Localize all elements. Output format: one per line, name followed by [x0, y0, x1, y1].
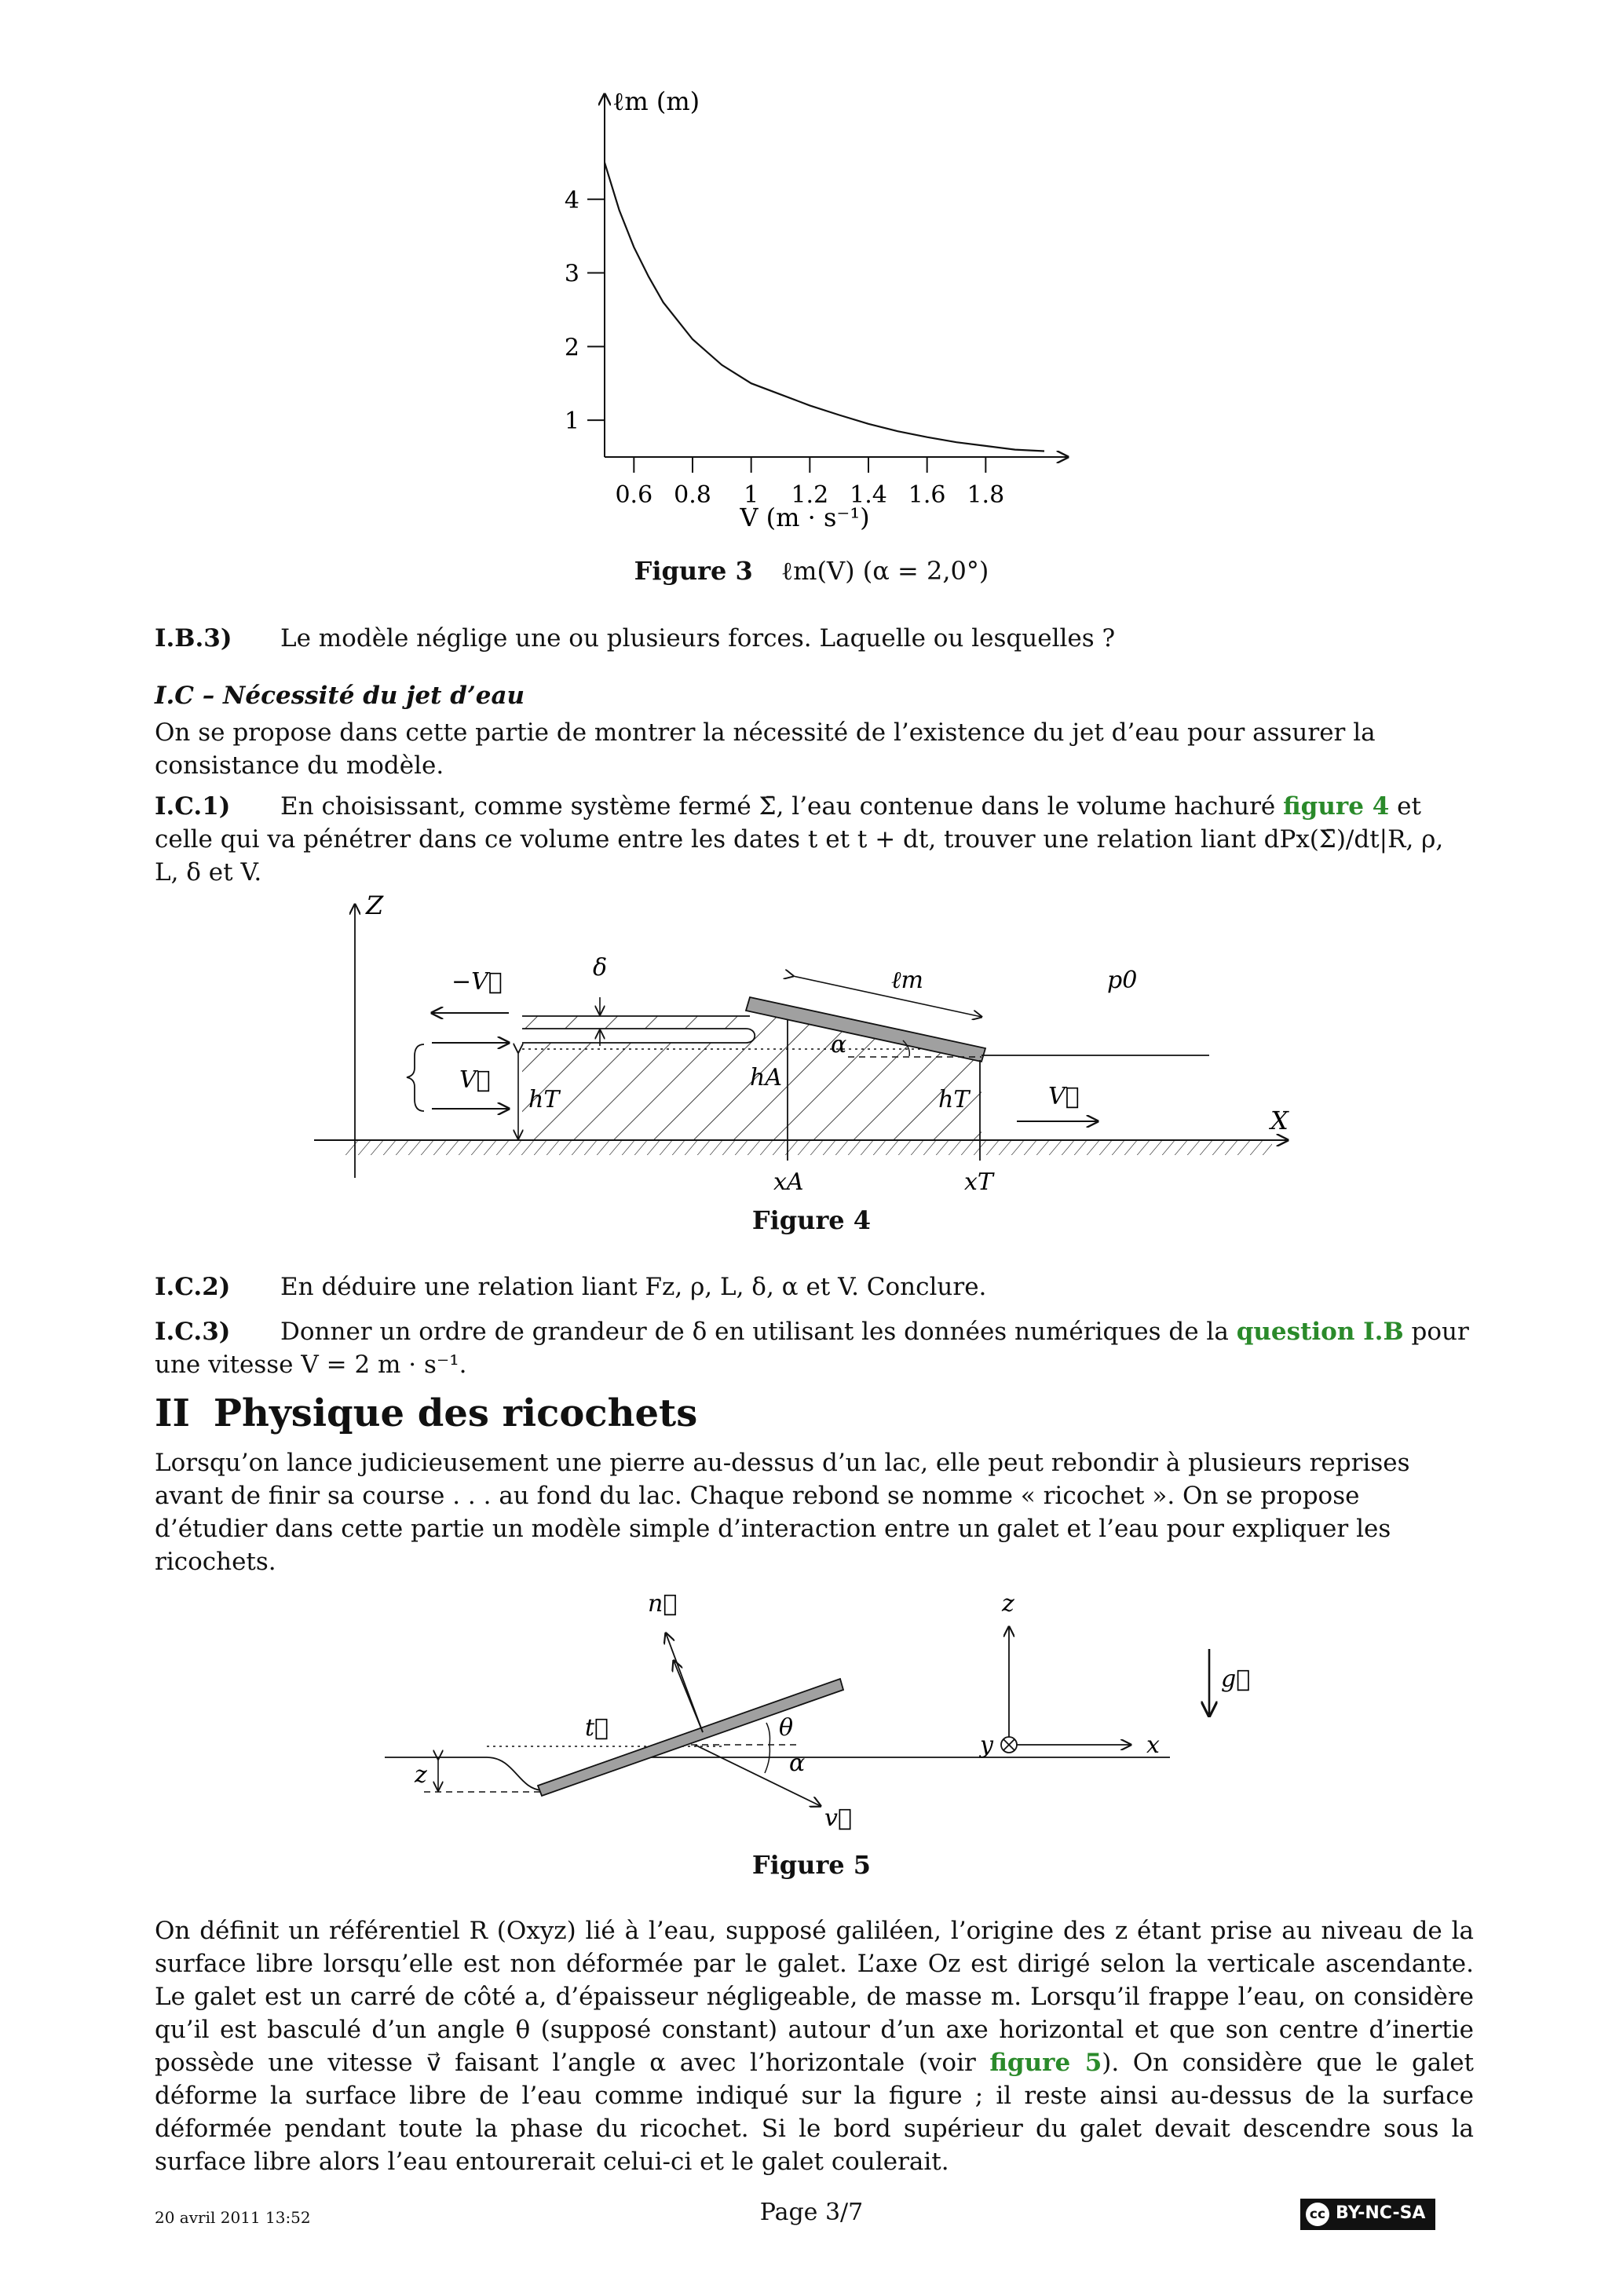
license-badge: [1300, 2199, 1435, 2230]
n-label: n⃗: [648, 1590, 678, 1618]
z-axis-label: Z: [366, 890, 384, 920]
x-tick-label: 1.6: [908, 481, 946, 509]
question-IC1-label: I.C.1): [155, 792, 231, 821]
x-axis-label: x: [1146, 1731, 1160, 1759]
y-axis-label: y: [980, 1731, 993, 1759]
xa-label: xA: [773, 1168, 804, 1196]
license-text: BY-NC-SA: [1336, 2203, 1426, 2223]
y-tick-label: 1: [564, 408, 579, 436]
z-depth-label: z: [415, 1761, 427, 1789]
lm-label: ℓm: [891, 967, 923, 994]
lm-dimension: [793, 976, 981, 1017]
figure-4-link[interactable]: figure 4: [1283, 792, 1390, 821]
minus-v-label: −V⃗: [451, 968, 503, 996]
figure-3-caption-text: ℓm(V) (α = 2,0°): [780, 556, 989, 586]
series-line-lm: [605, 163, 1044, 452]
question-IC1-text-before: En choisissant, comme système fermé Σ̄, l’eau contenue dans le volume hachuré: [280, 792, 1276, 821]
figure-4-caption: Figure 4: [751, 1205, 872, 1235]
final-paragraph-after: ). On considère que le galet déforme la surface libre de l’eau comme indiqué sur la figure ; il reste ainsi au-dessus de la surface déformée pendant toute la phase du ricochet. Si le bord supérieur du galet devait descendre sous la surface libre alors l’eau entourerait celui-ci et le galet coulerait.: [155, 2049, 1475, 2176]
xt-label: xT: [964, 1168, 993, 1196]
question-IC1-text-after: et celle qui va pénétrer dans ce volume entre les dates t et t + dt, trouver une relation liant dPx(Σ̄)/dt|R, ρ, L, δ et V.: [155, 792, 1444, 887]
footer-page-number: Page 3/7: [759, 2199, 864, 2226]
v-right-label: V⃗: [1048, 1083, 1080, 1110]
x-tick-label: 1.8: [967, 481, 1005, 509]
y-axis-into-page-symbol: [1001, 1737, 1017, 1753]
delta-label: δ: [593, 954, 608, 982]
ha-label: hA: [750, 1064, 782, 1091]
y-tick-label: 2: [564, 334, 579, 362]
question-IC3: [155, 1315, 1474, 1381]
section-II-intro: Lorsqu’on lance judicieusement une pierre au-dessus d’un lac, elle peut rebondir à plusieurs reprises avant de finir sa course . . . au fond du lac. Chaque rebond se nomme « ricochet ». On se propose d’étudier dans cette partie un modèle simple d’interaction entre un galet et l’eau pour expliquer les ricochets.: [155, 1449, 1410, 1576]
x-axis-label: V (m · s⁻¹): [740, 503, 870, 532]
section-IC-heading: I.C – Nécessité du jet d’eau: [155, 682, 525, 710]
left-brace: [407, 1044, 424, 1111]
section-IC-intro: On se propose dans cette partie de montrer la nécessité de l’existence du jet d’eau pour assurer la consistance du modèle.: [155, 718, 1376, 780]
question-IC2: [155, 1270, 1474, 1303]
figure-5-diagram: [377, 1570, 1256, 1853]
p0-label: p0: [1107, 967, 1138, 994]
y-tick-label: 4: [564, 186, 579, 214]
z-axis-label: z: [1002, 1590, 1014, 1618]
x-tick-label: 1: [744, 481, 759, 509]
figure-3-caption-label: Figure 3: [634, 556, 753, 586]
pebble: [538, 1679, 843, 1796]
v-label: v⃗: [824, 1804, 852, 1832]
question-IC3-text-after: pour une vitesse V = 2 m · s⁻¹.: [155, 1318, 1469, 1379]
theta-arc: [766, 1723, 770, 1745]
y-axis-label: ℓm (m): [612, 86, 700, 116]
question-IC3-label: I.C.3): [155, 1318, 231, 1346]
ground-hatching: [345, 1141, 1272, 1155]
water-surface: [385, 1757, 542, 1790]
footer-date: 20 avril 2011 13:52: [155, 2208, 311, 2227]
section-II-title: [155, 1391, 697, 1435]
question-IB3-label: I.B.3): [155, 624, 232, 653]
figure-3-chart: [534, 79, 1099, 558]
question-IC1: [155, 790, 1474, 889]
ht-right-label: hT: [938, 1086, 970, 1113]
figure-5-link[interactable]: figure 5: [989, 2049, 1102, 2077]
question-IB3-text: Le modèle néglige une ou plusieurs forces. Laquelle ou lesquelles ?: [280, 624, 1116, 653]
figure-5-caption: Figure 5: [751, 1850, 872, 1880]
final-paragraph-before: On définit un référentiel R (Oxyz) lié à l’eau, supposé galiléen, l’origine des z étant prise au niveau de la surface libre lorsqu’elle est non déformée par le galet. L’axe Oz est dirigé selon la verticale ascendante. Le galet est un carré de côté a, d’épaisseur négligeable, de masse m. Lorsqu’il frappe l’eau, on considère qu’il est basculé d’un angle θ (supposé constant) autour d’un axe horizontal et que son centre d’inertie possède une vitesse v⃗ faisant l’angle α avec l’horizontale (voir: [155, 1917, 1474, 2077]
section-II-title-text: Physique des ricochets: [213, 1391, 698, 1435]
t-label: t⃗: [585, 1714, 609, 1742]
ht-left-label: hT: [528, 1086, 560, 1113]
figure-3-caption: [0, 556, 1623, 586]
theta-label: θ: [779, 1714, 794, 1742]
cc-icon: cc: [1306, 2203, 1329, 2226]
question-IB3: [155, 622, 1474, 655]
figure-4-diagram: [306, 887, 1327, 1217]
question-IC2-text: En déduire une relation liant Fz, ρ, L, δ, α et V. Conclure.: [280, 1273, 987, 1301]
final-paragraph: [155, 1914, 1474, 2178]
alpha-label: α: [831, 1031, 847, 1058]
x-tick-label: 1.4: [850, 481, 887, 509]
x-tick-label: 1.2: [791, 481, 829, 509]
alpha-arc: [765, 1745, 769, 1773]
x-axis-label: X: [1270, 1106, 1289, 1135]
y-tick-label: 3: [564, 260, 579, 288]
question-IC2-label: I.C.2): [155, 1273, 231, 1301]
v-left-label: V⃗: [459, 1066, 491, 1094]
n-stem: [666, 1633, 703, 1732]
alpha-label: α: [789, 1749, 806, 1777]
section-II-number: II: [155, 1391, 190, 1435]
g-label: g⃗: [1221, 1665, 1251, 1693]
x-tick-label: 0.8: [674, 481, 711, 509]
question-IB-link[interactable]: question I.B: [1236, 1318, 1404, 1346]
x-tick-label: 0.6: [615, 481, 653, 509]
question-IC3-text-before: Donner un ordre de grandeur de δ en utilisant les données numériques de la: [280, 1318, 1229, 1346]
